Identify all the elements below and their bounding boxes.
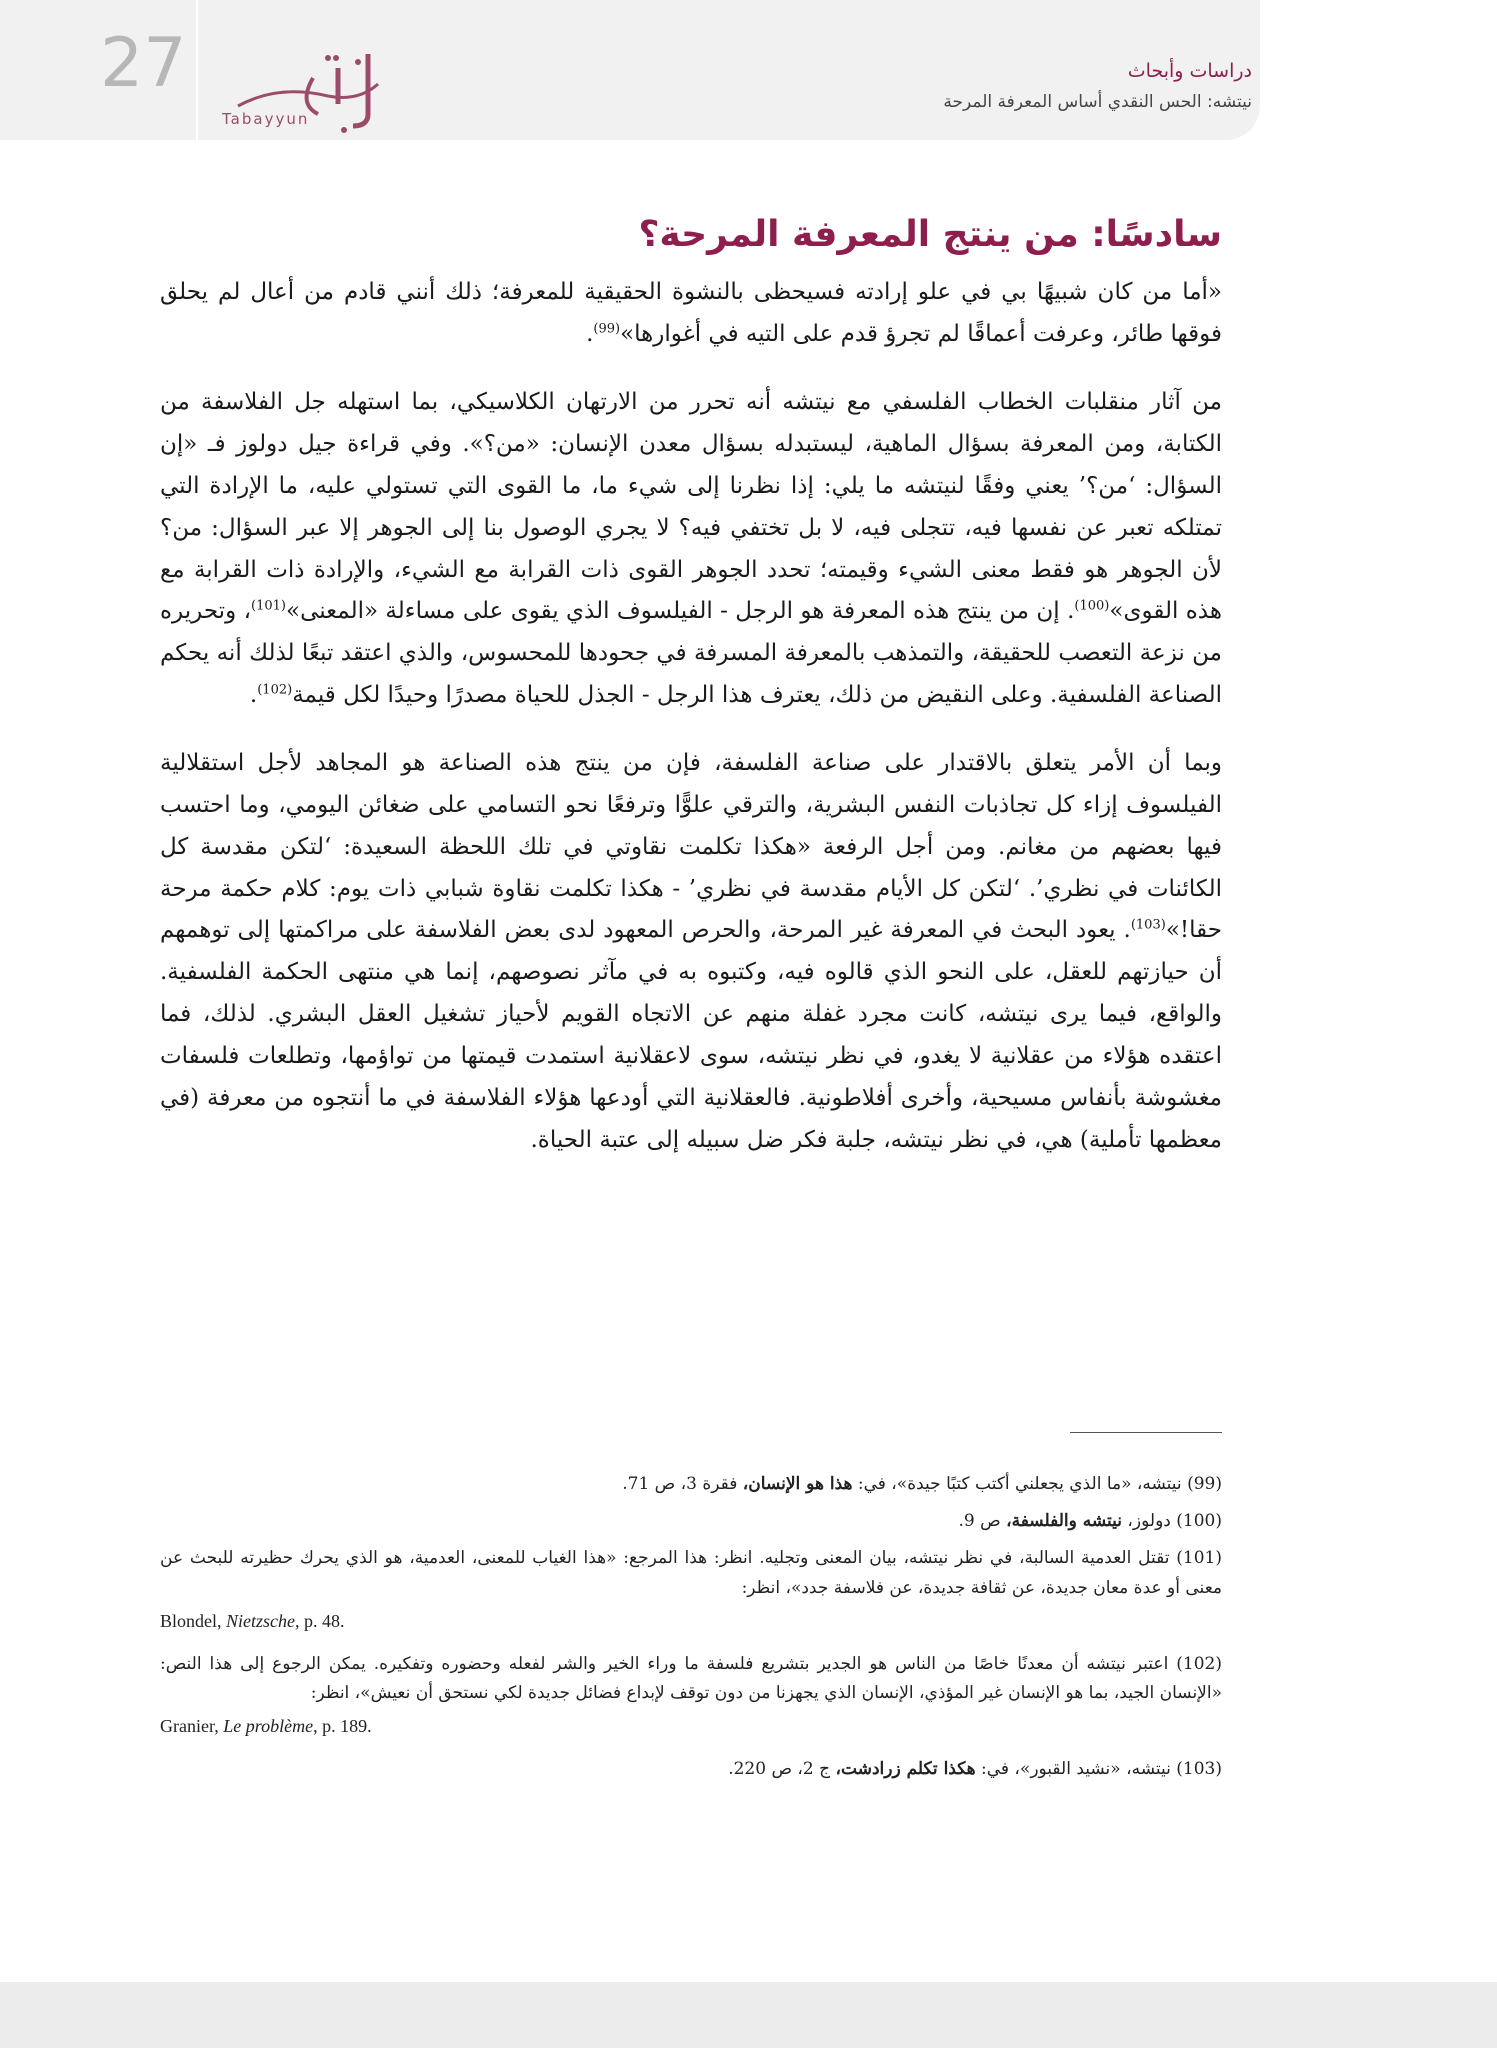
citation-title: Nietzsche [226, 1610, 295, 1631]
footnote-ref-101[interactable]: (101) [251, 598, 286, 614]
footnote-99 [160, 1470, 1222, 1499]
footnote-text: ج 2، ص 220. [728, 1759, 831, 1780]
paragraph-3-text-b: . يعود البحث في المعرفة غير المرحة، والحرص المعهود لدى بعض الفلاسفة على مراكمتها إلى توهمهم أن حيازتهم للعقل، على النحو الذي قالوه فيه، وكتبوه به في مآثر نصوصهم، إنما هي منتهى الحكمة الفلسفية. والواقع، فيما يرى نيتشه، كانت مجرد غفلة منهم عن الاتجاه القويم لأحياز تشغيل العقل البشري. لذلك، فما اعتقده هؤلاء من عقلانية لا يغدو، في نظر نيتشه، سوى لاعقلانية استمدت قيمتها من تواؤمها، وتطلعات فلسفات مغشوشة بأنفاس مسيحية، وأخرى أفلاطونية. فالعقلانية التي أودعها هؤلاء الفلاسفة في ما أنتجوه من معرفة (في معظمها تأملية) هي، في نظر نيتشه، جلبة فكر ضل سبيله إلى عتبة الحياة. [160, 917, 1222, 1153]
logo-text: Tabayyun [222, 110, 310, 128]
footnote-book-title: هكذا تكلم زرادشت، [835, 1759, 976, 1780]
footnote-separator [1070, 1432, 1222, 1433]
footnote-text: نيتشه، «ما الذي يجعلني أكتب كتبًا جيدة»، في: [857, 1474, 1182, 1494]
section-heading: سادسًا: من ينتج المعرفة المرحة؟ [638, 214, 1222, 255]
running-title: نيتشه: الحس النقدي أساس المعرفة المرحة [943, 92, 1252, 112]
paragraph-3-text-a: وبما أن الأمر يتعلق بالاقتدار على صناعة الفلسفة، فإن من ينتج هذه الصناعة هو المجاهد لأجل استقلالية الفيلسوف إزاء كل تجاذبات النفس البشرية، والترقي علوًّا وترفعًا نحو التسامي على ضغائن اليومي، وما احتسب فيها بعضهم من مغانم. ومن أجل الرفعة «هكذا تكلمت نقاوتي في تلك اللحظة السعيدة: ‘لتكن مقدسة كل الكائنات في نظري’. ‘لتكن كل الأيام مقدسة في نظري’ - هكذا تكلمت نقاوة شبابي ذات يوم: كلام حكمة مرحة حقا!» [160, 749, 1222, 944]
footnote-ref-99[interactable]: (99) [593, 321, 621, 337]
footnote-103 [160, 1755, 1222, 1784]
footnote-number: (101) [1176, 1548, 1222, 1569]
citation-page: , p. 48. [295, 1610, 345, 1631]
footnote-ref-100[interactable]: (100) [1074, 598, 1110, 614]
citation-author: Granier, [160, 1716, 219, 1737]
footnote-text: دولوز، [1127, 1511, 1171, 1532]
footnote-number: (100) [1176, 1511, 1222, 1532]
footnote-text: فقرة 3، ص 71. [622, 1474, 738, 1494]
citation-title: Le problème [223, 1716, 314, 1737]
footnote-ref-102[interactable]: (102) [257, 682, 293, 698]
footnote-101-citation [160, 1611, 1222, 1632]
article-body [160, 210, 1222, 1188]
footnote-100 [160, 1507, 1222, 1536]
footnote-book-title: نيتشه والفلسفة، [1006, 1511, 1122, 1532]
paragraph-2 [160, 382, 1222, 717]
paragraph-2-text-a: من آثار منقلبات الخطاب الفلسفي مع نيتشه أنه تحرر من الارتهان الكلاسيكي، بما استهله جل الفلاسفة من الكتابة، ومن المعرفة بسؤال الماهية، ليستبدله بسؤال معدن الإنسان: «من؟». وفي قراءة جيل دولوز فـ «إن السؤال: ‘من؟’ يعني وفقًا لنيتشه ما يلي: إذا نظرنا إلى شيء ما، ما القوى التي تستولي عليه، ما الإرادة التي تمتلكه تعبر عن نفسها فيه، تتجلى فيه، لا بل تختفي فيه؟ لا يجري الوصول بنا إلى الجوهر إلا عبر السؤال: من؟ لأن الجوهر هو فقط معنى الشيء وقيمته؛ تحدد الجوهر القوى ذات القرابة مع الشيء، والإرادة ذات القرابة مع هذه القوى» [160, 389, 1223, 625]
running-section: دراسات وأبحاث [1127, 60, 1252, 82]
footnote-number: (99) [1187, 1474, 1222, 1494]
footnote-text: ص 9. [958, 1511, 1001, 1532]
footnotes [160, 1470, 1222, 1793]
footnote-ref-103[interactable]: (103) [1130, 917, 1166, 933]
footnote-text: نيتشه، «نشيد القبور»، في: [981, 1759, 1171, 1780]
header-divider [196, 0, 198, 140]
citation-author: Blondel, [160, 1610, 222, 1631]
paragraph-3 [160, 743, 1222, 1162]
footnote-102-citation [160, 1716, 1222, 1737]
paragraph-2-text-d: . [249, 682, 258, 709]
paragraph-2-text-b: . إن من ينتج هذه المعرفة هو الرجل - الفيلسوف الذي يقوى على مساءلة «المعنى» [286, 598, 1075, 625]
citation-page: , p. 189. [313, 1716, 372, 1737]
footnote-book-title: هذا هو الإنسان، [742, 1474, 853, 1494]
footnote-102 [160, 1650, 1222, 1708]
footnote-number: (103) [1176, 1759, 1222, 1780]
paragraph-2-text-c: ، وتحريره من نزعة التعصب للحقيقة، والتمذهب بالمعرفة المسرفة في جحودها للمحسوس، والذي اعتقد تبعًا لذلك أنه يحكم الصناعة الفلسفية. وعلى النقيض من ذلك، يعترف هذا الرجل - الجذل للحياة مصدرًا وحيدًا لكل قيمة [160, 598, 1222, 709]
footnote-text: تقتل العدمية السالبة، في نظر نيتشه، بيان المعنى وتجليه. انظر: هذا المرجع: «هذا الغياب للمعنى، العدمية، هو الذي يحرك حظيرته للبحث عن معنى أو عدة معان جديدة، عن ثقافة جديدة، عن فلاسفة جدد»، انظر: [160, 1548, 1222, 1598]
paragraph-1: «أما من كان شبيهًا بي في علو إرادته فسيحظى بالنشوة الحقيقية للمعرفة؛ ذلك أنني قادم من أعال لم يحلق فوقها طائر، وعرفت أعماقًا لم تجرؤ قدم على التيه في أغوارها»$^{(99)}$. [160, 279, 1222, 348]
footer-band [0, 1982, 1497, 2048]
footnote-101 [160, 1544, 1222, 1602]
page-number: 27 [100, 24, 187, 103]
header-bar [0, 0, 1260, 140]
footnote-text: اعتبر نيتشه أن معدنًا خاصًا من الناس هو الجدير بتشريع فلسفة ما وراء الخير والشر لفعله وحضوره وتفكيره. يمكن الرجوع إلى هذا النص: «الإنسان الجيد، بما هو الإنسان غير المؤذي، الإنسان الذي يجهزنا من دون توقف لإبداع فضائل جديدة لكي نستحق أن نعيش»، انظر: [160, 1653, 1222, 1704]
footnote-number: (102) [1176, 1653, 1222, 1674]
paragraph-1-text: «أما من كان شبيهًا بي في علو إرادته فسيحظى بالنشوة الحقيقية للمعرفة؛ ذلك أنني قادم من أعال لم يحلق فوقها طائر، وعرفت أعماقًا لم تجرؤ قدم على التيه في أغوارها» [160, 279, 1222, 348]
